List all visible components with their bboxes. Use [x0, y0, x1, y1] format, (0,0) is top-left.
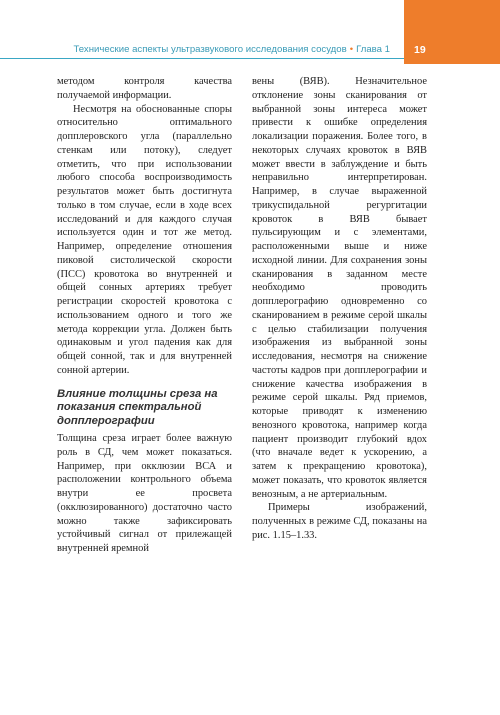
- running-title: Технические аспекты ультразвукового исследования сосудов: [73, 44, 347, 55]
- left-paragraph-continuation: методом контроля качества получаемой информации.: [57, 76, 232, 101]
- chapter-label: Глава 1: [356, 44, 390, 55]
- left-column: [57, 75, 232, 556]
- header-bullet: •: [349, 44, 354, 55]
- right-column: [252, 75, 427, 543]
- section-heading: Влияние толщины среза на показания спектральной допплерографии: [57, 387, 218, 427]
- left-paragraph-doppler-angle: Несмотря на обоснованные споры относительно оптимального допплеровского угла (параллельно стенкам или потоку), следует отметить, что при использовании любого способа воспроизводимость результатов может быть достигнута только в том случае, если в ходе всех исследований и для каждого случая используется один и тот же метод. Например, определение отношения пиковой систолической скорости (ПСС) кровотока во внутренней и общей сонных артериях требует регистрации скоростей кровотока с использованием одного и того же метода коррекции угла. Должен быть одинаковым и угол падения как для общей сонной, так и для внутренней сонной артерии.: [57, 103, 232, 376]
- right-paragraph-jugular-vein: вены (ВЯВ). Незначительное отклонение зоны сканирования от выбранной зоны интереса может привести к ошибке определения локализации поражения. Более того, в некоторых случаях кровоток в ВЯВ может ввести в заблуждение и быть неправильно интерпретирован. Например, в случае выраженной трикуспидальной регургитации кровоток в ВЯВ бывает пульсирующим и с элементами, расположенными выше и ниже исходной линии. Для сохранения зоны сканирования в заданном месте необходимо проводить допплерографию одновременно со сканированием в режиме серой шкалы с целью стабилизации получения изображения из выбранной зоны исследования, несмотря на снижение частоты кадров при допплерографии и снижение качества изображения в режиме серой шкалы. Ряд приемов, которые приводят к изменению венозного кровотока, например когда пациент производит глубокий вдох (что вначале ведет к ускорению, а затем к прекращению кровотока), может показать, что кровоток является венозным, а не артериальным.: [252, 76, 427, 500]
- right-paragraph-figures: Примеры изображений, полученных в режиме СД, показаны на рис. 1.15–1.33.: [252, 502, 427, 541]
- left-paragraph-slice-thickness: Толщина среза играет более важную роль в СД, чем может показаться. Например, при окклюзии ВСА и расположении контрольного объема внутри ее просвета (окклюзированного) достаточно часто можно также зафиксировать устойчивый сигнал от прилежащей внутренней яремной: [57, 433, 232, 554]
- running-header: [73, 44, 390, 55]
- header-rule: [0, 58, 404, 59]
- page-number: 19: [414, 44, 426, 56]
